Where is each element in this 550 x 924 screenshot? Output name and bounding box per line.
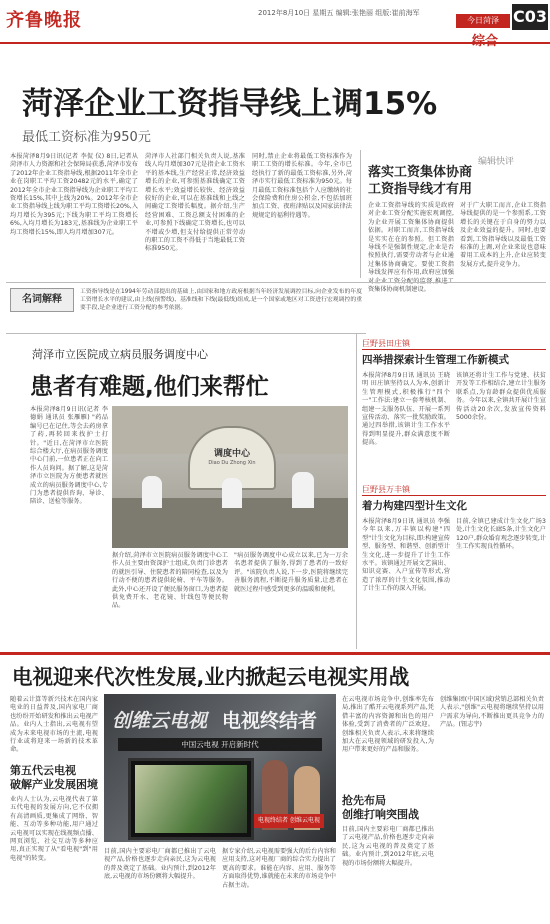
tv-subhead-2: 抢先布局 创维打响突围战 xyxy=(342,794,419,821)
page-tag: 今日菏泽 xyxy=(456,14,510,28)
juye-headline: 四举措探索计生管理工作新模式 xyxy=(362,354,509,366)
photo-nurse-1 xyxy=(142,476,162,508)
commentary-kicker: 编辑快评 xyxy=(478,157,515,167)
tv-column-5a: 在云电视市场竞争中,创维率先布局,推出了酷开云电视系列产品,凭借丰富的内容资源和出色的用户体验,受到了消费者的广泛欢迎。创维相关负责人表示,未来将继续加大在云电视领域的研发投入,为用户带来更好的产品和服务。 xyxy=(342,696,434,754)
photo-sign-pinyin: Diao Du Zhong Xin xyxy=(208,460,256,466)
wanfeng-headline: 着力构建四型计生文化 xyxy=(362,500,467,512)
glossary-text: 工资指导线是在1994年劳动部提出的基础上,由国家和地方政府根据当年经济发展调控目标,向企业发布的年度工资增长水平的建议,由上线(预警线)、基准线和下线(最低线)组成,是一个国家或地区对工资进行宏观调控的重要手段,是企业进行工资分配的参考依据。 xyxy=(80,289,362,311)
masthead-rule xyxy=(0,42,550,44)
column-divider xyxy=(360,150,361,278)
wanfeng-rule xyxy=(362,495,546,496)
juye-kicker: 巨野县田庄镇 xyxy=(362,339,410,348)
juye-rule xyxy=(362,349,546,350)
hospital-headline: 患者有难题,他们来帮忙 xyxy=(30,374,269,400)
glossary-label-box xyxy=(10,288,74,312)
ad-banner: 电视终结者 创维云电视 xyxy=(254,814,324,828)
tv-headline: 电视迎来代次性发展,业内掀起云电视实用战 xyxy=(12,665,410,689)
juye-column-2: 该镇还将计生工作与党建、扶贫开发等工作相结合,建立计生服务联系点,为育龄群众提供优质服务。今年以来,全镇共开展计生宣传活动20余次,发放宣传资料5000余份。 xyxy=(456,372,546,422)
tv-column-5b: 目前,国内主要彩电厂商都已推出了云电视产品,价格也逐步走向亲民,这为云电视的普及奠定了基础。业内预计,到2012年底,云电视的市场份额将大幅提升。 xyxy=(342,826,434,867)
commentary-column-2: 对于广大职工而言,企业工资指导线提供的是一个参照系,工资增长的关键在于自身的努力以及企业效益的提升。同时,也要看到,工资指导线以及最低工资标准的上调,对企业来说也意味着用工成本的上升,企业应转变发展方式,提升竞争力。 xyxy=(460,202,546,268)
right-column-divider xyxy=(356,333,357,649)
photo-nurse-3 xyxy=(292,472,314,508)
lead-column-3: 同时,禁止企业将最低工资标准作为职工工资的增长标准。今年,全市已经执行了新的最低工资标准,另外,菏泽市实行最低工资标准为950元。每月最低工资标准包括个人应缴纳的社会保险费和住房公积金,不包括加班加点工资、夜班津贴以及国家法律法规规定的福利待遇等。 xyxy=(252,153,352,219)
wanfeng-column-1: 本报菏泽8月9日讯 通讯员 李强 今年以来,万丰镇以构建"四型"计生文化为目标,即:构建宣传型、服务型、和谐型、创新型计生文化,进一步提升了计生工作水平。该镇通过开展文艺演出、知识竞赛、入户宣传等形式,营造了浓厚的计生文化氛围,推动了计生工作的深入开展。 xyxy=(362,518,450,593)
wanfeng-kicker: 巨野县万丰镇 xyxy=(362,485,410,494)
glossary-label: 名词解释 xyxy=(22,294,62,305)
commentary-column-1: 企业工资指导线的实质是政府对企业工资分配实施宏观调控,为企业开展工资集体协商提供依据。对职工而言,工资指导线是实实在在的参照。但工资指导线不是强制性规定,企业是否按照执行,需要劳动者与企业通过集体协商确定。要使工资指导线发挥应有作用,政府应加强 资集体协商机制建设。 xyxy=(368,202,454,294)
tv-column-3: 目前,国内主要彩电厂商都已推出了云电视产品,价格也逐步走向亲民,这为云电视的普及奠定了基础。业内预计,到2012年底,云电视的市场份额将大幅提升。 xyxy=(104,848,216,881)
ad-slogan: 电视终结者 xyxy=(222,710,318,732)
hospital-kicker: 菏泽市立医院成立病员服务调度中心 xyxy=(32,348,208,361)
ad-subline: 中国云电视 开启新时代 xyxy=(118,738,322,751)
bottom-section-rule xyxy=(0,652,550,655)
juye-column-1: 本报菏泽8月9日讯 通讯员 王晓明 田庄镇坚持以人为本,创新计生管理模式,积极推行"四个一"工作法:建立一套考核机制、组建一支服务队伍、开展一系列宣传活动、落实一批奖励政策。通过四举措,该镇计生工作水平得到明显提升,群众满意度不断提高。 xyxy=(362,372,450,447)
lead-headline: 菏泽企业工资指导线上调15% xyxy=(22,86,438,122)
section-rule xyxy=(6,333,366,334)
tv-column-1: 随着云计算等新兴技术在国内家电业的日益普及,国内家电厂商也纷纷开始研发和推出云电视产品。业内人士指出,云电视有望成为未来电视市场的主流,电视行业或将迎来一场新的技术革命。 xyxy=(10,696,98,754)
wanfeng-column-2: 目前,全镇已建成计生文化广场3处,计生文化长廊5条,计生文化户120户,群众婚育观念逐步转变,计生工作实现良性循环。 xyxy=(456,518,546,551)
commentary-title: 落实工资集体协商 工资指导线才有用 xyxy=(368,165,473,197)
page-number: C03 xyxy=(512,4,548,30)
hospital-column-2: 据介绍,菏泽市立医院病员服务调度中心工作人员主要由资深护士组成,负责门诊患者的就医引导、住院患者的陪同检查,以及为行动不便的患者提供轮椅、平车等服务。此外,中心还开设了便民服务窗口,为患者提供免费开水、老花镜、针线包等便民物品。 xyxy=(112,552,228,610)
dateline: 2012年8月10日 星期五 编辑:张艳丽 组版:崔前海军 xyxy=(258,9,420,17)
section-title xyxy=(472,30,498,49)
lead-column-1: 本报菏泽8月9日讯(记者 李侃 仪) 8日,记者从菏泽市人力资源和社会保障局获悉,菏泽市发布了2012年企业工资指导线,根据2011年全市企业在岗职工平均工资20482元的水平,确定了2012年全市企业工资指导线为企业职工平均工资增长15%,其中上线为20%。2012年全市企业工资指导线上线为职工平均工资增长20%,入均月增长为395元;下线为职工平均工资增长6%,入均月增长为183元,基准线为企业职工平均工资增长15%,即人均月增加307元。 xyxy=(10,153,138,236)
tv-ad-image xyxy=(104,694,336,842)
hospital-photo xyxy=(112,406,348,548)
ad-brand: 创维云电视 xyxy=(112,710,208,732)
lead-column-2: 菏泽市人社部门相关负责人说,基准线人均月增加307元是指企业工资水平的基本线,生产经营正常,经济效益增长的企业,可参照基准线确定工资增长水平;效益增长较快、经济效益较好的企业,可以在基准线和上线之间确定工资增长幅度。据介绍,生产经营困难、工资总额支付困难的企业,可参照下线确定工资增长,也可以不增或少增,但支付给提供正常劳动的职工的工资不得低于当地最低工资标准950元。 xyxy=(145,153,245,253)
ad-tv-screen xyxy=(135,765,247,833)
photo-nurse-2 xyxy=(222,478,242,508)
tv-subhead-1: 第五代云电视 破解产业发展困境 xyxy=(10,764,98,791)
newspaper-logo: 齐鲁晚报 xyxy=(6,10,82,31)
tv-column-4: 据专家介绍,云电视需要强大的后台内容和应用支持,这对电视厂商的综合实力提出了更高的要求。谁能在内容、应用、服务等方面取得优势,谁就能在未来的市场竞争中占据主动。 xyxy=(222,848,336,889)
ad-tv-set xyxy=(128,758,254,840)
glossary-rule xyxy=(6,282,546,283)
tv-column-6: 创维集团(中国区域)营销总部相关负责人表示,"创维"云电视将继续坚持以用户需求为导向,不断推出更具竞争力的产品。(钮志宇) xyxy=(440,696,544,729)
photo-sign-text: 调度中心 xyxy=(213,449,250,459)
hospital-column-3: "病员服务调度中心成立以来,已为一万余名患者提供了服务,得到了患者的一致好评。"该院负责人说,下一步,医院将继续完善服务流程,不断提升服务质量,让患者在就医过程中感受到更多的温暖和便利。 xyxy=(234,552,348,593)
lead-subhead: 最低工资标准为950元 xyxy=(22,130,151,145)
hospital-column-1: 本报菏泽8月9日讯(记者 李德娟 通讯员 张雁雁) "药品编号已在记住,等会去药房拿了药,再转回来找护士打针。"近日,在菏泽市立医院综合楼大厅,在病员服务调度中心门前,一位患者正在向工作人员询问。据了解,这是菏泽市立医院为方便患者就医成立的病员服务调度中心,专门为患者提供咨询、导诊、陪诊、送检等服务。 xyxy=(30,406,108,506)
tv-column-2: 业内人士认为,云电视代表了第五代电视的发展方向,它不仅拥有高清画质,更集成了网络、智能、互动等多种功能,用户通过云电视可以实现在线视频点播、网页浏览、社交互动等多种应用,真正实现了从"看电视"到"用电视"的转变。 xyxy=(10,796,98,862)
